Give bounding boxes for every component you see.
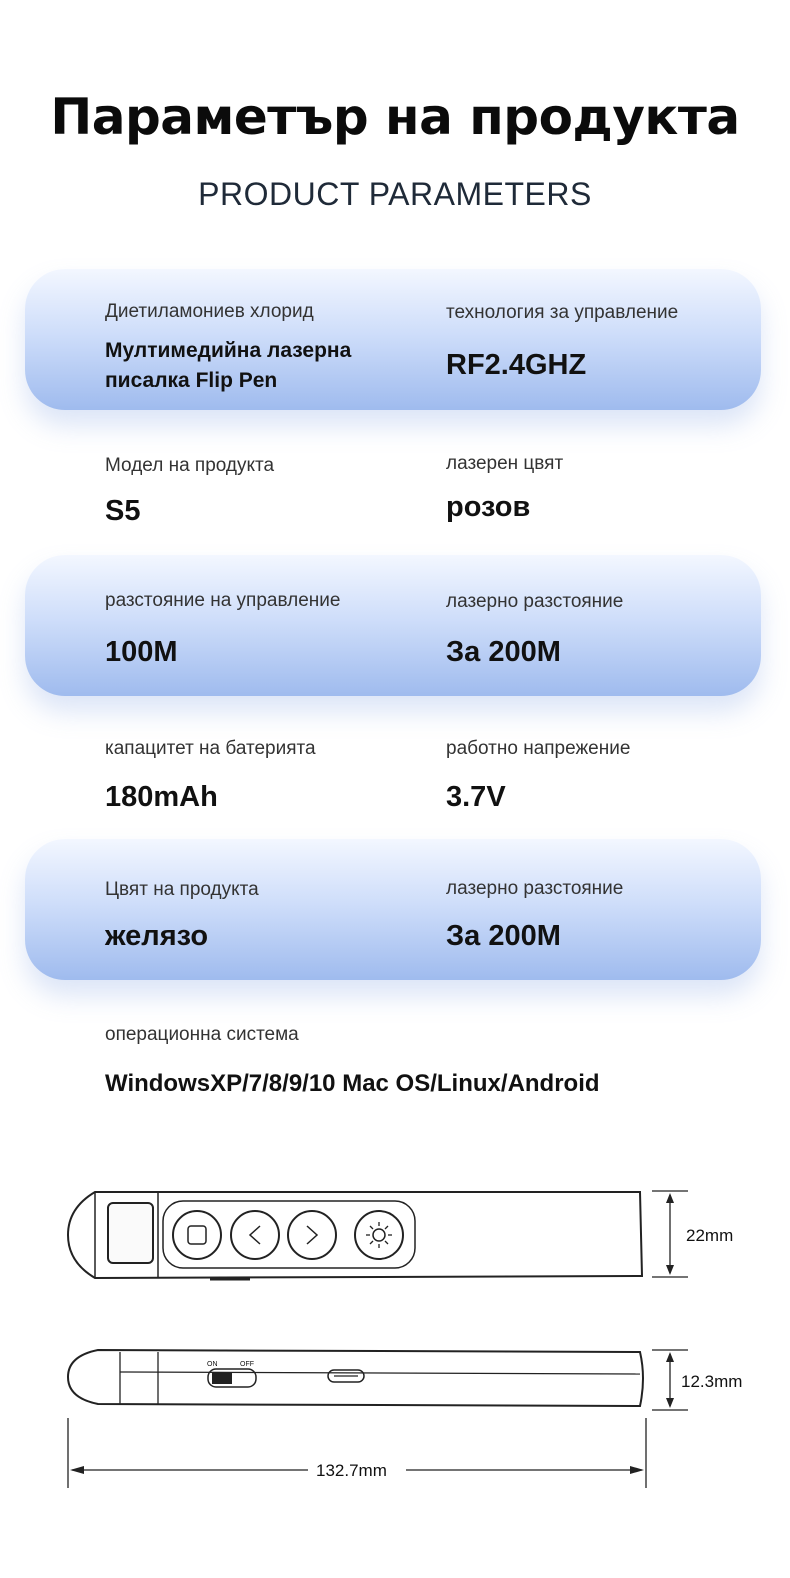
param-value: За 200M bbox=[446, 636, 561, 668]
param-label: работно напрежение bbox=[446, 738, 631, 759]
param-label: лазерен цвят bbox=[446, 453, 564, 474]
param-label: капацитет на батерията bbox=[105, 738, 316, 759]
next-button-icon bbox=[288, 1211, 336, 1259]
switch-off-label: OFF bbox=[240, 1361, 254, 1368]
param-label: технология за управление bbox=[446, 302, 679, 323]
param-label: операционна система bbox=[105, 1024, 299, 1045]
previous-button-icon bbox=[231, 1211, 279, 1259]
height-dimension-top bbox=[652, 1191, 688, 1277]
pen-side-outline bbox=[68, 1350, 643, 1406]
param-label: Модел на продукта bbox=[105, 455, 275, 476]
page-title: Параметър на продукта bbox=[50, 88, 740, 146]
height-top-label: 22mm bbox=[686, 1226, 734, 1245]
param-value: 100M bbox=[105, 636, 178, 668]
switch-on-label: ON bbox=[207, 1361, 218, 1368]
page-subtitle: PRODUCT PARAMETERS bbox=[198, 176, 592, 212]
param-label: разстояние на управление bbox=[105, 590, 341, 611]
param-value bbox=[105, 336, 351, 396]
param-label: лазерно разстояние bbox=[446, 878, 624, 899]
param-band-5 bbox=[25, 839, 761, 980]
param-value: 3.7V bbox=[446, 781, 506, 813]
param-value-line: писалка Flip Pen bbox=[105, 369, 278, 392]
param-value: S5 bbox=[105, 495, 141, 527]
param-value: желязо bbox=[105, 920, 209, 952]
param-value: WindowsXP/7/8/9/10 Mac OS/Linux/Android bbox=[105, 1070, 600, 1097]
square-button-icon bbox=[173, 1211, 221, 1259]
laser-button-icon bbox=[355, 1211, 403, 1259]
length-label: 132.7mm bbox=[316, 1461, 387, 1480]
product-dimension-drawing bbox=[0, 1170, 790, 1500]
param-value: За 200M bbox=[446, 920, 561, 952]
param-band-3 bbox=[25, 555, 761, 696]
param-value-line: Мултимедийна лазерна bbox=[105, 339, 352, 362]
param-value: 180mAh bbox=[105, 781, 218, 813]
param-label: лазерно разстояние bbox=[446, 591, 624, 612]
param-value: розов bbox=[446, 491, 531, 523]
height-side-label: 12.3mm bbox=[681, 1372, 743, 1391]
param-label: Диетиламониев хлорид bbox=[105, 301, 314, 322]
param-value: RF2.4GHZ bbox=[446, 349, 587, 381]
param-label: Цвят на продукта bbox=[105, 879, 259, 900]
laser-window bbox=[108, 1203, 153, 1263]
